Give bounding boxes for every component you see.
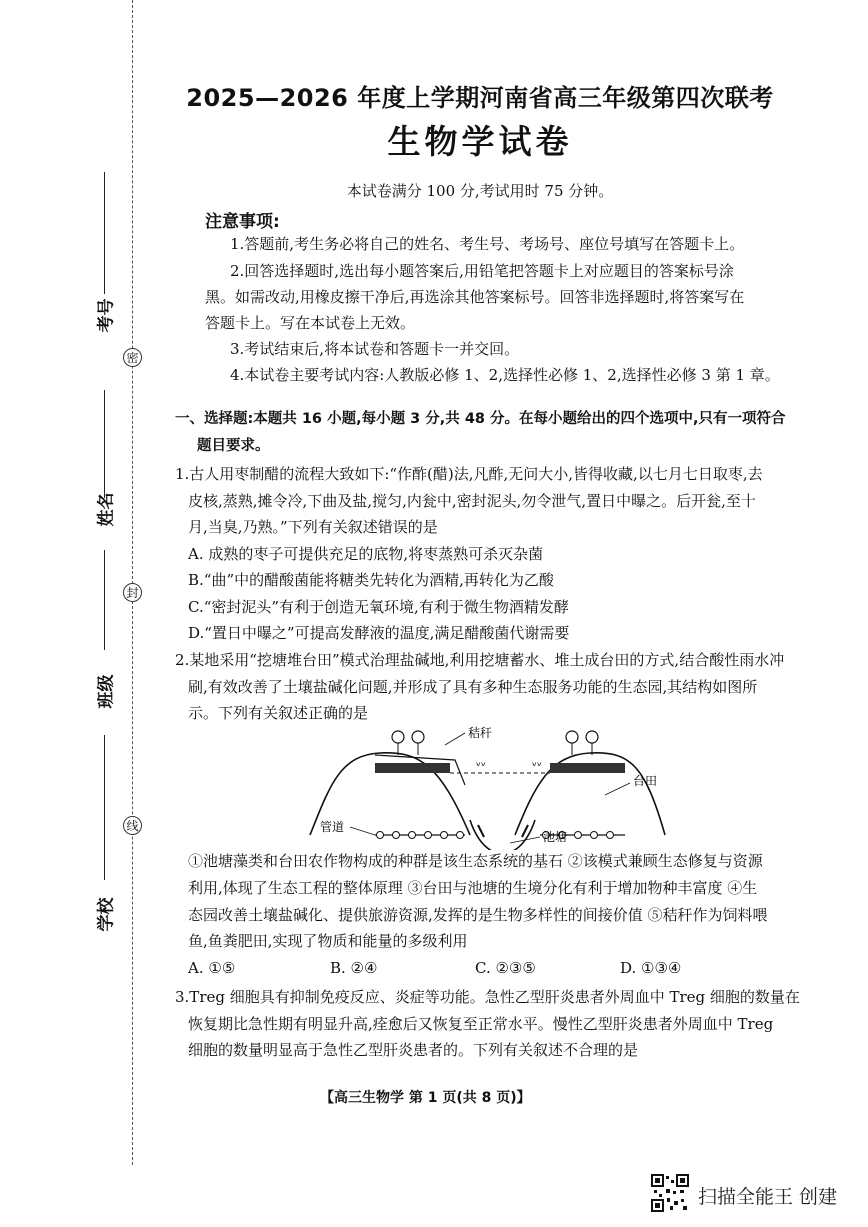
name-label: 姓名 [96, 492, 117, 527]
q2-statement-line-4: 鱼,鱼粪肥田,实现了物质和能量的多级利用 [188, 932, 468, 950]
school-rule [104, 735, 105, 880]
left-tree-1 [392, 731, 404, 743]
q2-option-d: D. ①③④ [620, 959, 682, 977]
q2-option-c: C. ②③⑤ [475, 959, 536, 977]
q1-stem-line-3: 月,当臭,乃熟。”下列有关叙述错误的是 [188, 518, 438, 536]
q2-statement-line-3: 态园改善土壤盐碱化、提供旅游资源,发挥的是生物多样性的间接价值 ⑤秸秆作为饲料喂 [188, 906, 768, 924]
qr-code-icon [650, 1173, 690, 1213]
right-tree-2 [586, 731, 598, 743]
pond-basin [470, 820, 535, 850]
exam-intro: 本试卷满分 100 分,考试用时 75 分钟。 [346, 182, 614, 200]
label-straw: 秸秆 [468, 726, 493, 740]
notice-heading: 注意事项: [205, 212, 280, 232]
label-terrace: 台田 [633, 774, 658, 788]
notice-line-3: 黑。如需改动,用橡皮擦干净后,再选涂其他答案标号。回答非选择题时,将答案写在 [205, 288, 745, 306]
right-straw-layer [550, 763, 625, 773]
notice-line-1: 1.答题前,考生务必将自己的姓名、考生号、考场号、座位号填写在答题卡上。 [230, 235, 745, 253]
q2-stem-line-2: 刷,有效改善了土壤盐碱化问题,并形成了具有多种生态服务功能的生态园,其结构如图所 [188, 678, 758, 696]
notice-line-2: 2.回答选择题时,选出每小题答案后,用铅笔把答题卡上对应题目的答案标号涂 [230, 262, 734, 280]
q2-statement-line-1: ①池塘藻类和台田农作物构成的种群是该生态系统的基石 ②该模式兼顾生态修复与资源 [188, 852, 763, 870]
notice-line-5: 3.考试结束后,将本试卷和答题卡一并交回。 [230, 340, 520, 358]
q3-stem-line-3: 细胞的数量明显高于急性乙型肝炎患者的。下列有关叙述不合理的是 [188, 1041, 639, 1059]
q1-option-b: B.“曲”中的醋酸菌能将糖类先转化为酒精,再转化为乙酸 [188, 571, 554, 589]
exam-title: 2025—2026 年度上学期河南省高三年级第四次联考 [186, 84, 774, 112]
notice-line-4: 答题卡上。写在本试卷上无效。 [205, 314, 416, 332]
q1-option-c: C.“密封泥头”有利于创造无氧环境,有利于微生物酒精发酵 [188, 598, 569, 616]
label-pipe: 管道 [320, 820, 345, 834]
q2-option-b: B. ②④ [330, 959, 378, 977]
class-label: 班级 [96, 674, 117, 709]
subject-title: 生物学试卷 [387, 122, 573, 161]
scanner-watermark-text: 扫描全能王 创建 [698, 1186, 838, 1208]
exam-no-rule [104, 172, 105, 294]
seal-feng: 封 [123, 583, 142, 602]
q1-stem-line-2: 皮核,蒸熟,摊令冷,下曲及盐,搅匀,内瓮中,密封泥头,勿令泄气,置日中曝之。后开瓮,至十 [188, 492, 756, 510]
eco-park-diagram [300, 725, 680, 850]
class-rule [104, 550, 105, 650]
label-pond: 池塘 [543, 830, 568, 844]
right-tree-1 [566, 731, 578, 743]
q2-statement-line-2: 利用,体现了生态工程的整体原理 ③台田与池塘的生境分化有利于增加物种丰富度 ④生 [188, 879, 758, 897]
notice-line-6: 4.本试卷主要考试内容:人教版必修 1、2,选择性必修 1、2,选择性必修 3 第 1 章。 [230, 366, 780, 384]
left-tree-2 [412, 731, 424, 743]
name-rule [104, 390, 105, 498]
section-heading-cont: 题目要求。 [197, 438, 270, 454]
q2-stem-line-3: 示。下列有关叙述正确的是 [188, 704, 369, 722]
q3-stem-line-1: 3.Treg 细胞具有抑制免疫反应、炎症等功能。急性乙型肝炎患者外周血中 Treg 细胞的数量在 [175, 988, 800, 1006]
svg-text:ᵛᵛ: ᵛᵛ [476, 759, 487, 773]
section-heading: 一、选择题:本题共 16 小题,每小题 3 分,共 48 分。在每小题给出的四个选项中,只有一项符合 [175, 411, 786, 427]
q1-option-a: A. 成熟的枣子可提供充足的底物,将枣蒸熟可杀灭杂菌 [188, 545, 544, 563]
exam-no-label: 考号 [96, 298, 117, 333]
school-label: 学校 [96, 897, 117, 932]
q1-stem-line-1: 1.古人用枣制醋的流程大致如下:“作酢(醋)法,凡酢,无问大小,皆得收藏,以七月七日取枣,去 [175, 465, 763, 483]
left-straw-layer [375, 763, 450, 773]
seal-xian: 线 [123, 816, 142, 835]
page-footer: 【高三生物学 第 1 页(共 8 页)】 [320, 1090, 531, 1106]
q2-stem-line-1: 2.某地采用“挖塘堆台田”模式治理盐碱地,利用挖塘蓄水、堆土成台田的方式,结合酸性雨水冲 [175, 651, 785, 669]
q2-option-a: A. ①⑤ [188, 959, 236, 977]
seal-mi: 密 [123, 348, 142, 367]
svg-text:ᵛᵛ: ᵛᵛ [532, 759, 543, 773]
q1-option-d: D.“置日中曝之”可提高发酵液的温度,满足醋酸菌代谢需要 [188, 624, 570, 642]
q3-stem-line-2: 恢复期比急性期有明显升高,痊愈后又恢复至正常水平。慢性乙型肝炎患者外周血中 Treg [188, 1015, 774, 1033]
